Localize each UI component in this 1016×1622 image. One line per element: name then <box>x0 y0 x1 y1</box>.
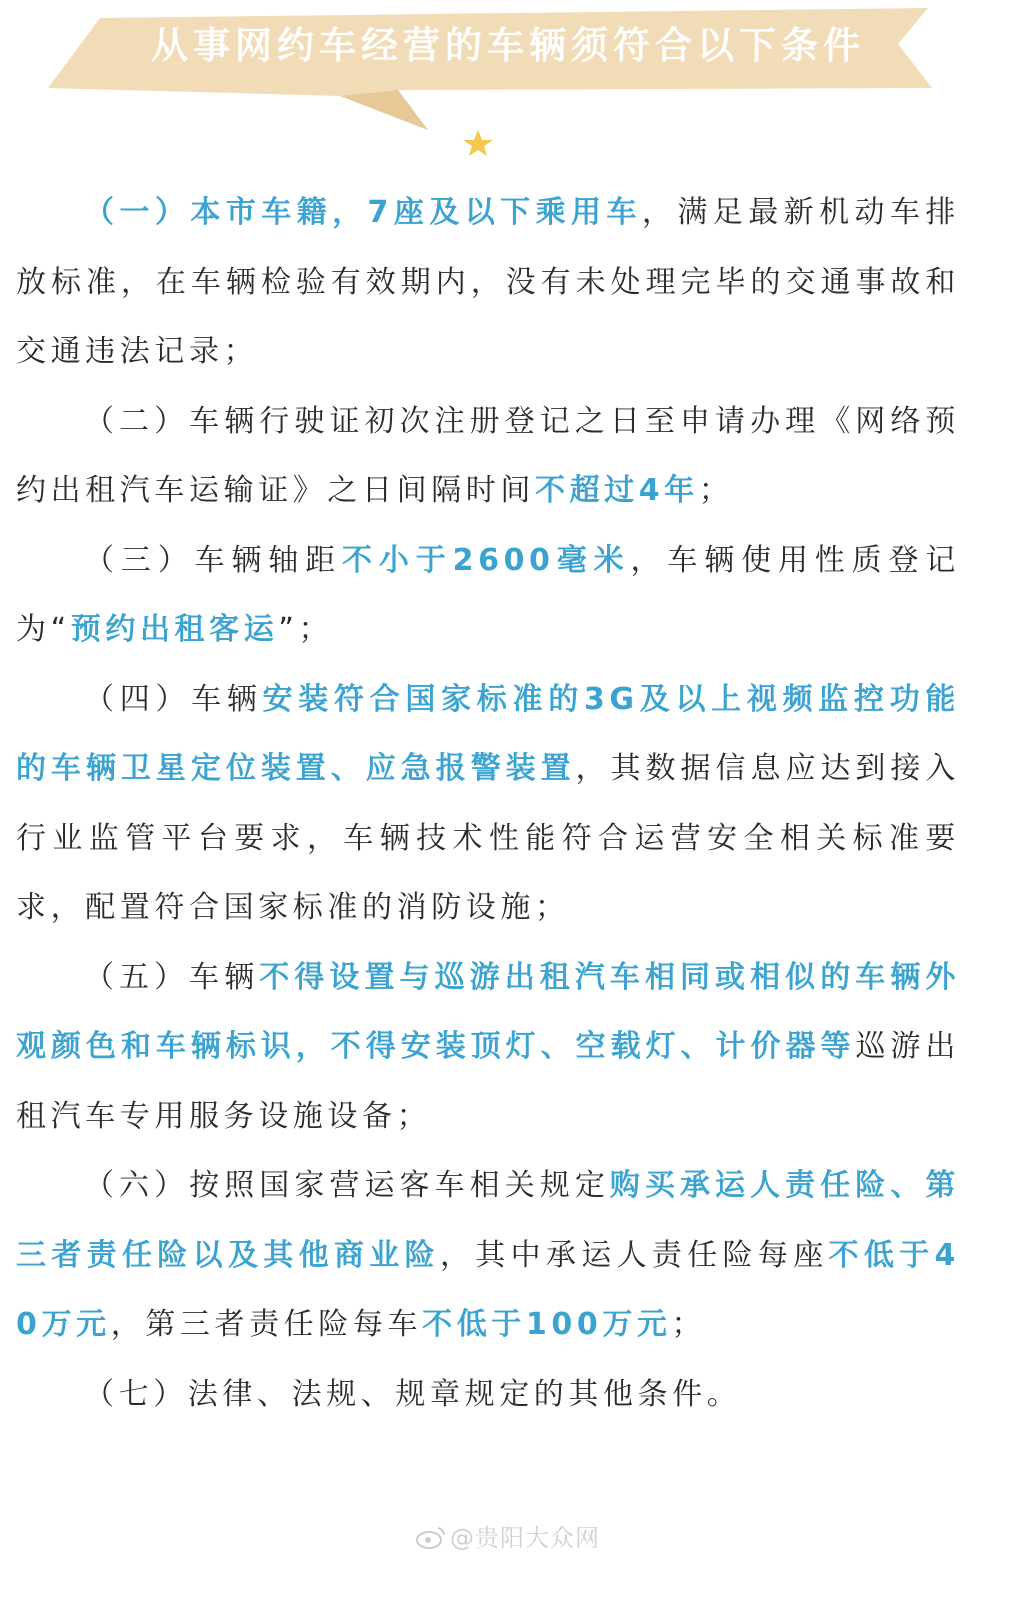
condition-paragraph <box>16 1360 960 1430</box>
body-text: （二）车辆行驶证初次注册登记之日至申请办理《网络预约出租汽车运输证》之日间隔时间 <box>16 403 960 508</box>
body-text: （六）按照国家营运客车相关规定 <box>84 1168 610 1203</box>
body-text: ，第三者责任险每车 <box>110 1307 423 1342</box>
highlighted-text: （一）本市车籍，7座及以下乘用车 <box>84 195 642 230</box>
highlighted-text: 不低于100万元 <box>422 1307 672 1342</box>
conditions-list <box>16 178 960 1429</box>
title-banner <box>0 0 1016 170</box>
highlighted-text: 不得设置与巡游出租汽车相同或相似的车辆外观颜色和车辆标识，不得安装顶灯、空载灯、计价器等 <box>16 959 961 1064</box>
body-text: （四）车辆 <box>84 681 263 717</box>
highlighted-text: 购买承运人责任险、第三者责任险以及其他商业险 <box>16 1168 960 1273</box>
body-text: （五）车辆 <box>84 959 260 995</box>
body-text: ； <box>671 1307 707 1342</box>
body-text: 巡游出租汽车专用服务设施设备； <box>16 1029 960 1134</box>
body-text: ”； <box>278 612 334 647</box>
condition-paragraph <box>16 665 960 943</box>
body-text: ，其中承运人责任险每座 <box>439 1237 829 1273</box>
condition-paragraph <box>16 1151 960 1360</box>
condition-paragraph <box>16 526 960 665</box>
highlighted-text: 不超过4年 <box>535 473 699 508</box>
condition-paragraph <box>16 178 960 387</box>
highlighted-text: 安装符合国家标准的3G及以上视频监控功能的车辆卫星定位装置、应急报警装置 <box>16 681 961 786</box>
body-text: ； <box>698 473 734 508</box>
condition-paragraph <box>16 943 960 1152</box>
ribbon-fold <box>340 90 428 130</box>
page-title: 从事网约车经营的车辆须符合以下条件 <box>151 24 865 67</box>
body-text: （七）法律、法规、规章规定的其他条件。 <box>84 1376 742 1412</box>
highlighted-text: 预约出租客运 <box>70 612 279 647</box>
highlighted-text: 不低于40万元 <box>16 1237 961 1342</box>
body-text: （三）车辆轴距 <box>84 542 343 578</box>
body-text: ，满足最新机动车排放标准，在车辆检验有效期内，没有未处理完毕的交通事故和交通违法记录； <box>16 195 960 369</box>
watermark <box>416 1518 600 1553</box>
highlighted-text: 不小于2600毫米 <box>342 542 631 578</box>
watermark-text: @贵阳大众网 <box>450 1524 600 1552</box>
body-text: ，车辆使用性质登记为“ <box>16 542 960 647</box>
body-text: ，其数据信息应达到接入行业监管平台要求，车辆技术性能符合运营安全相关标准要求，配置符合国家标准的消防设施； <box>16 751 960 925</box>
weibo-icon <box>416 1525 446 1549</box>
condition-paragraph <box>16 387 960 526</box>
star-icon <box>463 130 493 156</box>
